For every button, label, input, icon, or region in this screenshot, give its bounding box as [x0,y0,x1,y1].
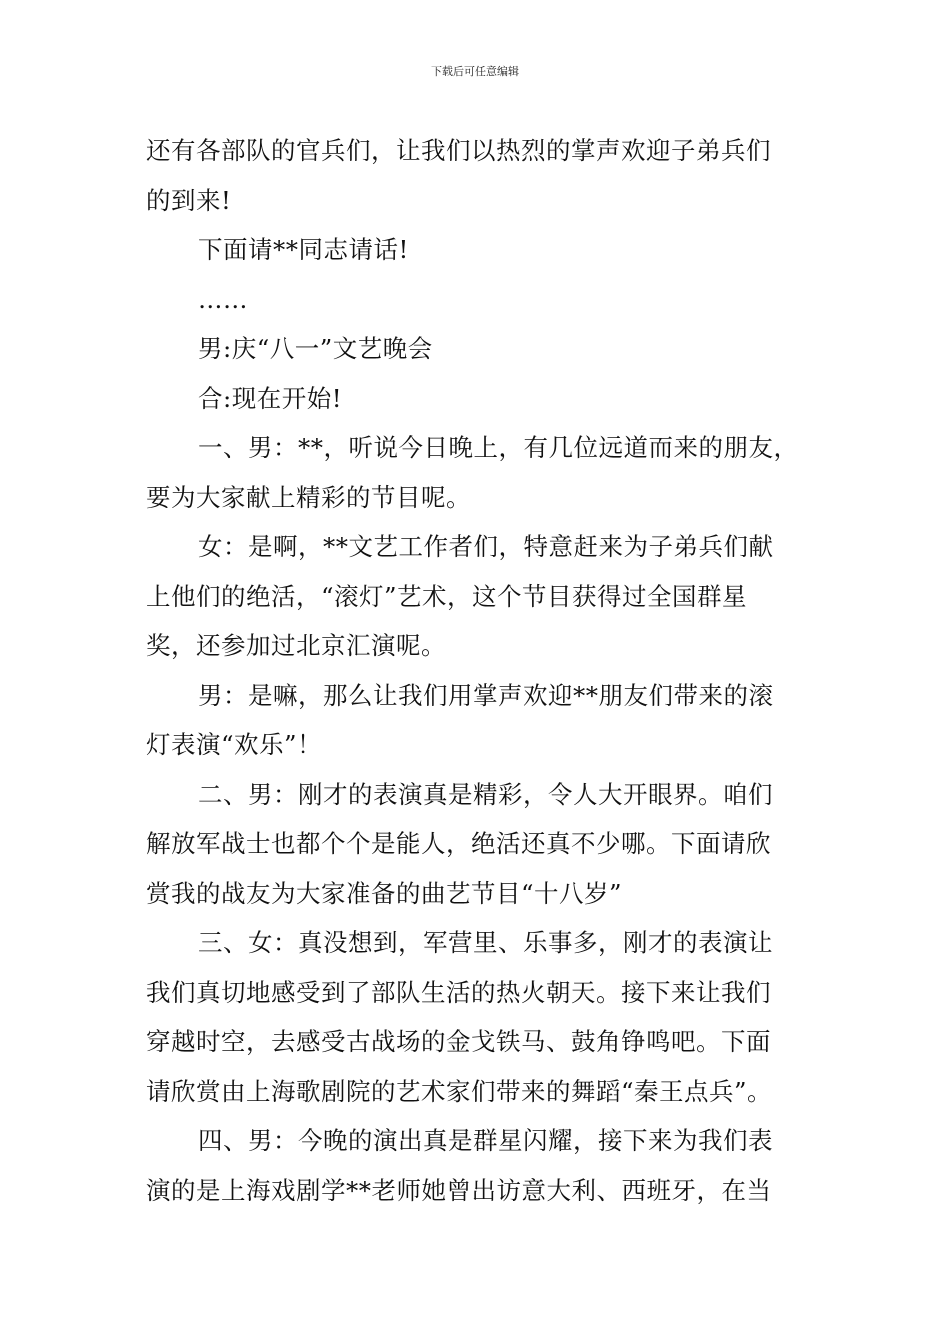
text-line: 赏我的战友为大家准备的曲艺节目“十八岁” [146,878,623,908]
paragraph-start-line: 男:庆“八一”文艺晚会 [198,334,433,363]
text-line: 穿越时空，去感受古战场的金戈铁马、鼓角铮鸣吧。下面 [146,1027,771,1056]
paragraph-start-line: 女：是啊，**文艺工作者们，特意赶来为子弟兵们献 [198,532,774,561]
text-line: 解放军战士也都个个是能人，绝活还真不少哪。下面请欣 [146,829,771,858]
text-line: 上他们的绝活，“滚灯”艺术，这个节目获得过全国群星 [146,581,748,611]
paragraph-start-line: 一、男：**，听说今日晚上，有几位远道而来的朋友， [198,433,799,462]
text-line: 灯表演“欢乐”！ [146,730,323,759]
ellipsis-line: …… [198,284,248,314]
text-line: 要为大家献上精彩的节目呢。 [146,482,471,512]
text-line: 奖，还参加过北京汇演呢。 [146,631,446,660]
paragraph-start-line: 三、女：真没想到，军营里、乐事多，刚才的表演让 [198,928,773,957]
paragraph-start-line: 二、男：刚才的表演真是精彩，令人大开眼界。咱们 [198,779,773,809]
text-line: 的到来! [146,185,232,215]
text-line: 还有各部队的官兵们，让我们以热烈的掌声欢迎子弟兵们 [146,136,771,165]
paragraph-start-line: 男：是嘛，那么让我们用掌声欢迎**朋友们带来的滚 [198,680,774,710]
text-line: 演的是上海戏剧学**老师她曾出访意大利、西班牙，在当 [146,1175,772,1205]
text-line: 请欣赏由上海歌剧院的艺术家们带来的舞蹈“秦王点兵”。 [146,1076,773,1106]
paragraph-start-line: 四、男：今晚的演出真是群星闪耀，接下来为我们表 [198,1126,773,1155]
paragraph-start-line: 合:现在开始! [198,383,343,413]
paragraph-start-line: 下面请**同志请话! [198,235,409,264]
document-body [146,126,810,1215]
text-line: 我们真切地感受到了部队生活的热火朝天。接下来让我们 [146,977,771,1007]
page-header: 下载后可任意编辑 [431,65,519,78]
